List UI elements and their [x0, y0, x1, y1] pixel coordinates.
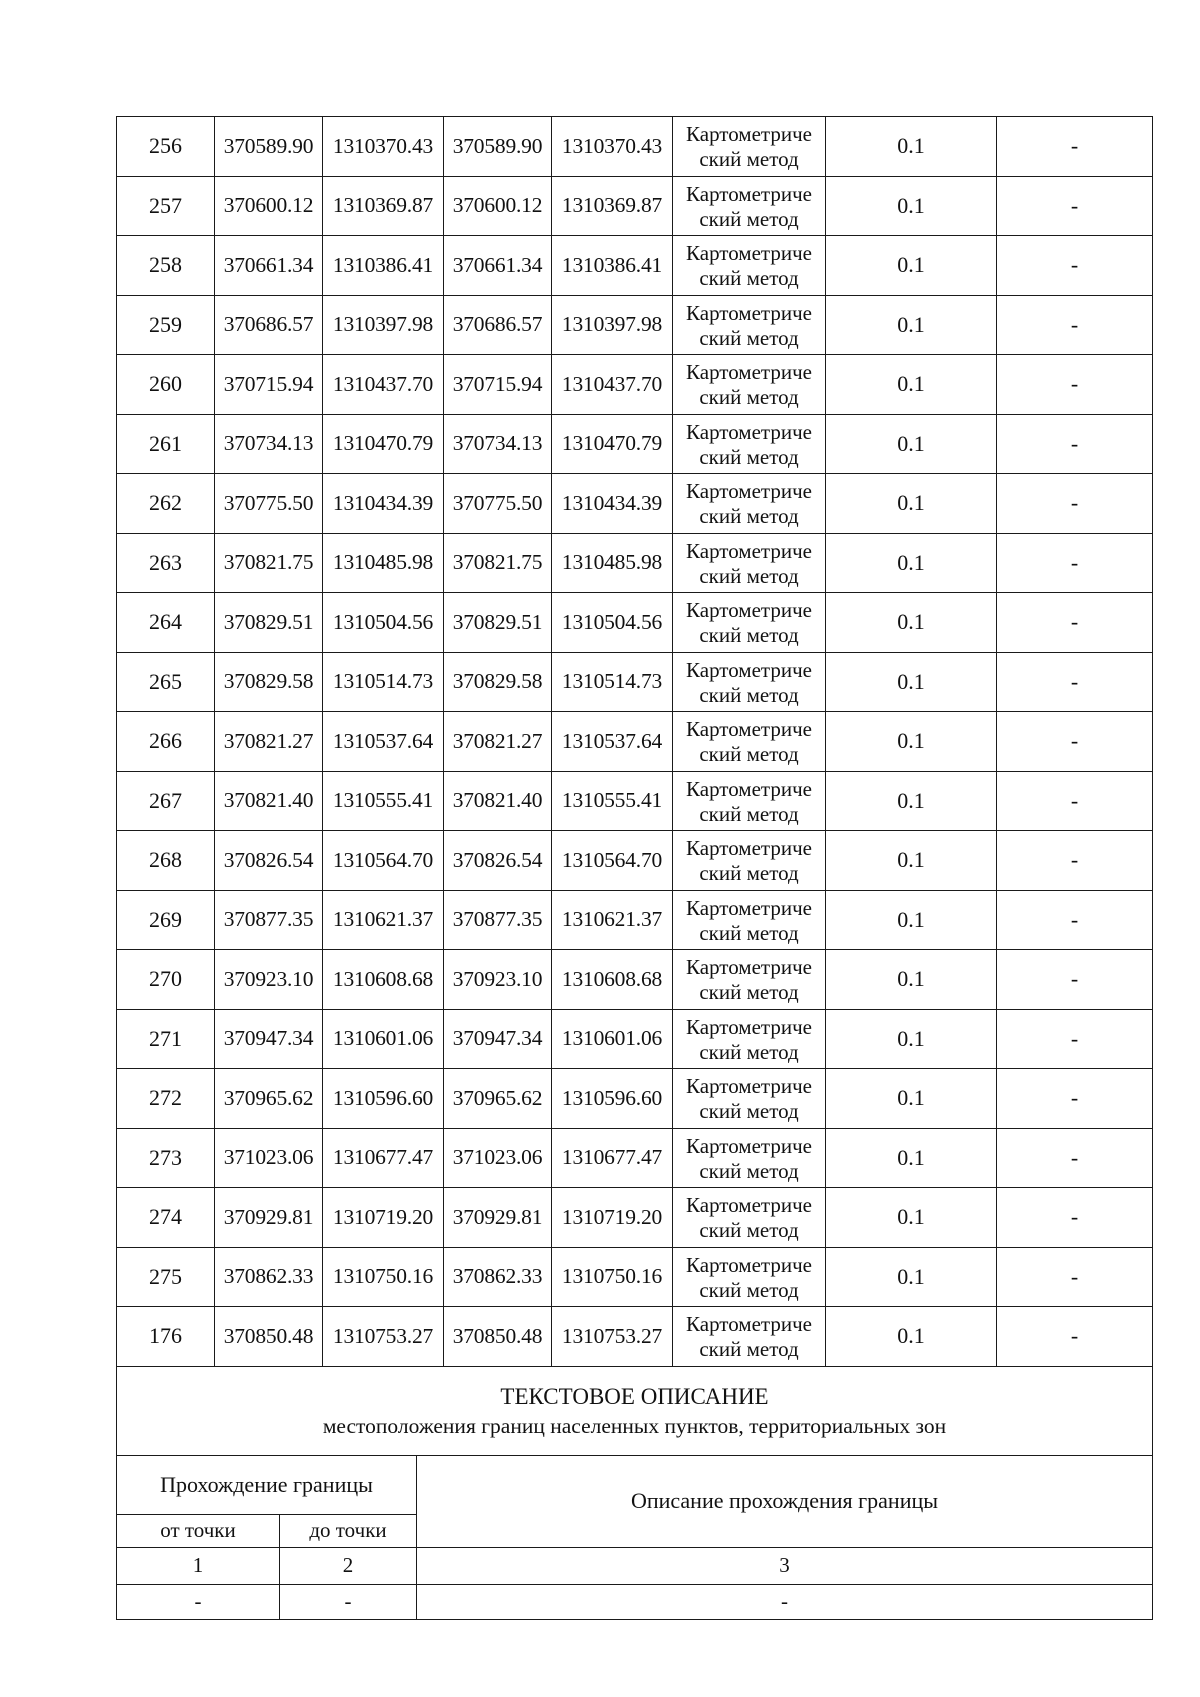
method-line-1: Картометриче: [686, 122, 812, 147]
determination-method: [673, 117, 826, 177]
accuracy-value: 0.1: [826, 831, 997, 891]
method-line-1: Картометриче: [686, 1252, 812, 1277]
x-coordinate-existing: 370965.62: [215, 1069, 323, 1129]
x-coordinate-new: 370589.90: [444, 117, 552, 177]
x-coordinate-new: 370862.33: [444, 1247, 552, 1307]
determination-method: [673, 950, 826, 1010]
y-coordinate-existing: 1310601.06: [323, 1009, 444, 1069]
accuracy-value: 0.1: [826, 236, 997, 296]
x-coordinate-new: 370661.34: [444, 236, 552, 296]
determination-method: [673, 236, 826, 296]
note-value: -: [997, 593, 1153, 653]
column-index-1: 1: [117, 1547, 280, 1584]
accuracy-value: 0.1: [826, 474, 997, 534]
accuracy-value: 0.1: [826, 1128, 997, 1188]
accuracy-value: 0.1: [826, 176, 997, 236]
coordinates-table-body: [117, 117, 1153, 1367]
y-coordinate-new: 1310470.79: [552, 414, 673, 474]
method-line-2: ский метод: [699, 1099, 799, 1124]
point-number: 259: [117, 295, 215, 355]
method-line-1: Картометриче: [686, 1074, 812, 1099]
determination-method: [673, 176, 826, 236]
table-row: [117, 414, 1153, 474]
table-row: [117, 1188, 1153, 1248]
determination-method: [673, 1128, 826, 1188]
accuracy-value: 0.1: [826, 1307, 997, 1367]
y-coordinate-existing: 1310370.43: [323, 117, 444, 177]
determination-method: [673, 1247, 826, 1307]
x-coordinate-existing: 370821.75: [215, 533, 323, 593]
y-coordinate-existing: 1310369.87: [323, 176, 444, 236]
method-line-1: Картометриче: [686, 360, 812, 385]
description-to-value: -: [280, 1584, 417, 1619]
note-value: -: [997, 771, 1153, 831]
x-coordinate-new: 370965.62: [444, 1069, 552, 1129]
accuracy-value: 0.1: [826, 533, 997, 593]
determination-method: [673, 712, 826, 772]
x-coordinate-new: 370600.12: [444, 176, 552, 236]
x-coordinate-existing: 371023.06: [215, 1128, 323, 1188]
y-coordinate-existing: 1310397.98: [323, 295, 444, 355]
x-coordinate-existing: 370826.54: [215, 831, 323, 891]
y-coordinate-existing: 1310564.70: [323, 831, 444, 891]
y-coordinate-new: 1310564.70: [552, 831, 673, 891]
header-from-point: от точки: [117, 1514, 280, 1547]
x-coordinate-new: 370821.40: [444, 771, 552, 831]
determination-method: [673, 1188, 826, 1248]
document-page: [116, 116, 1152, 1620]
determination-method: [673, 1069, 826, 1129]
x-coordinate-new: 370715.94: [444, 355, 552, 415]
x-coordinate-existing: 370947.34: [215, 1009, 323, 1069]
point-number: 265: [117, 652, 215, 712]
x-coordinate-new: 370821.75: [444, 533, 552, 593]
x-coordinate-new: 370829.58: [444, 652, 552, 712]
x-coordinate-existing: 370923.10: [215, 950, 323, 1010]
table-row: [117, 1128, 1153, 1188]
point-number: 257: [117, 176, 215, 236]
method-line-2: ский метод: [699, 1158, 799, 1183]
y-coordinate-new: 1310369.87: [552, 176, 673, 236]
table-row: [117, 1009, 1153, 1069]
accuracy-value: 0.1: [826, 1247, 997, 1307]
x-coordinate-existing: 370829.58: [215, 652, 323, 712]
point-number: 274: [117, 1188, 215, 1248]
accuracy-value: 0.1: [826, 295, 997, 355]
method-line-1: Картометриче: [686, 955, 812, 980]
x-coordinate-existing: 370862.33: [215, 1247, 323, 1307]
point-number: 258: [117, 236, 215, 296]
table-row: [117, 950, 1153, 1010]
x-coordinate-new: 371023.06: [444, 1128, 552, 1188]
determination-method: [673, 295, 826, 355]
y-coordinate-existing: 1310504.56: [323, 593, 444, 653]
y-coordinate-existing: 1310514.73: [323, 652, 444, 712]
point-number: 273: [117, 1128, 215, 1188]
accuracy-value: 0.1: [826, 652, 997, 712]
table-row: [117, 593, 1153, 653]
determination-method: [673, 533, 826, 593]
y-coordinate-new: 1310437.70: [552, 355, 673, 415]
method-line-1: Картометриче: [686, 241, 812, 266]
note-value: -: [997, 831, 1153, 891]
x-coordinate-new: 370826.54: [444, 831, 552, 891]
method-line-1: Картометриче: [686, 1133, 812, 1158]
x-coordinate-existing: 370734.13: [215, 414, 323, 474]
accuracy-value: 0.1: [826, 414, 997, 474]
note-value: -: [997, 176, 1153, 236]
coordinates-table: [116, 116, 1153, 1367]
table-row: [117, 1247, 1153, 1307]
method-line-1: Картометриче: [686, 657, 812, 682]
description-from-value: -: [117, 1584, 280, 1619]
method-line-1: Картометриче: [686, 1312, 812, 1337]
y-coordinate-new: 1310719.20: [552, 1188, 673, 1248]
accuracy-value: 0.1: [826, 1069, 997, 1129]
x-coordinate-existing: 370821.40: [215, 771, 323, 831]
x-coordinate-existing: 370589.90: [215, 117, 323, 177]
method-line-2: ский метод: [699, 920, 799, 945]
y-coordinate-existing: 1310719.20: [323, 1188, 444, 1248]
accuracy-value: 0.1: [826, 1188, 997, 1248]
method-line-2: ский метод: [699, 980, 799, 1005]
method-line-2: ский метод: [699, 801, 799, 826]
accuracy-value: 0.1: [826, 355, 997, 415]
note-value: -: [997, 890, 1153, 950]
description-text-value: -: [417, 1584, 1153, 1619]
accuracy-value: 0.1: [826, 950, 997, 1010]
note-value: -: [997, 1188, 1153, 1248]
method-line-1: Картометриче: [686, 598, 812, 623]
note-value: -: [997, 1307, 1153, 1367]
table-row: [117, 474, 1153, 534]
y-coordinate-new: 1310370.43: [552, 117, 673, 177]
y-coordinate-new: 1310397.98: [552, 295, 673, 355]
table-row: [117, 176, 1153, 236]
note-value: -: [997, 414, 1153, 474]
method-line-2: ский метод: [699, 1277, 799, 1302]
y-coordinate-new: 1310434.39: [552, 474, 673, 534]
note-value: -: [997, 1128, 1153, 1188]
determination-method: [673, 1307, 826, 1367]
x-coordinate-new: 370929.81: [444, 1188, 552, 1248]
x-coordinate-new: 370734.13: [444, 414, 552, 474]
table-row: [117, 771, 1153, 831]
header-boundary-description: Описание прохождения границы: [417, 1455, 1153, 1547]
table-row: [117, 355, 1153, 415]
text-description-title: ТЕКСТОВОЕ ОПИСАНИЕ: [500, 1383, 769, 1409]
y-coordinate-existing: 1310596.60: [323, 1069, 444, 1129]
method-line-1: Картометриче: [686, 1193, 812, 1218]
method-line-2: ский метод: [699, 444, 799, 469]
x-coordinate-new: 370821.27: [444, 712, 552, 772]
method-line-2: ский метод: [699, 682, 799, 707]
method-line-1: Картометриче: [686, 895, 812, 920]
method-line-1: Картометриче: [686, 300, 812, 325]
x-coordinate-existing: 370775.50: [215, 474, 323, 534]
method-line-2: ский метод: [699, 563, 799, 588]
method-line-2: ский метод: [699, 1039, 799, 1064]
point-number: 176: [117, 1307, 215, 1367]
column-index-3: 3: [417, 1547, 1153, 1584]
note-value: -: [997, 1069, 1153, 1129]
y-coordinate-new: 1310596.60: [552, 1069, 673, 1129]
accuracy-value: 0.1: [826, 712, 997, 772]
y-coordinate-new: 1310608.68: [552, 950, 673, 1010]
x-coordinate-existing: 370661.34: [215, 236, 323, 296]
y-coordinate-new: 1310677.47: [552, 1128, 673, 1188]
y-coordinate-new: 1310485.98: [552, 533, 673, 593]
y-coordinate-new: 1310514.73: [552, 652, 673, 712]
table-row: [117, 295, 1153, 355]
method-line-1: Картометриче: [686, 479, 812, 504]
point-number: 263: [117, 533, 215, 593]
method-line-2: ский метод: [699, 385, 799, 410]
method-line-1: Картометриче: [686, 1014, 812, 1039]
note-value: -: [997, 712, 1153, 772]
point-number: 271: [117, 1009, 215, 1069]
y-coordinate-new: 1310537.64: [552, 712, 673, 772]
table-row: [117, 831, 1153, 891]
header-boundary-passage: Прохождение границы: [117, 1455, 417, 1514]
y-coordinate-new: 1310555.41: [552, 771, 673, 831]
determination-method: [673, 831, 826, 891]
method-line-2: ский метод: [699, 206, 799, 231]
method-line-2: ский метод: [699, 742, 799, 767]
y-coordinate-new: 1310504.56: [552, 593, 673, 653]
point-number: 270: [117, 950, 215, 1010]
point-number: 269: [117, 890, 215, 950]
accuracy-value: 0.1: [826, 1009, 997, 1069]
table-row: [117, 533, 1153, 593]
method-line-2: ский метод: [699, 1337, 799, 1362]
method-line-1: Картометриче: [686, 717, 812, 742]
method-line-2: ский метод: [699, 623, 799, 648]
method-line-2: ский метод: [699, 504, 799, 529]
determination-method: [673, 652, 826, 712]
header-to-point: до точки: [280, 1514, 417, 1547]
note-value: -: [997, 1247, 1153, 1307]
note-value: -: [997, 295, 1153, 355]
text-description-subtitle: местоположения границ населенных пунктов, территориальных зон: [322, 1413, 947, 1438]
x-coordinate-new: 370686.57: [444, 295, 552, 355]
note-value: -: [997, 533, 1153, 593]
accuracy-value: 0.1: [826, 117, 997, 177]
x-coordinate-existing: 370929.81: [215, 1188, 323, 1248]
x-coordinate-new: 370775.50: [444, 474, 552, 534]
x-coordinate-existing: 370600.12: [215, 176, 323, 236]
table-row: [117, 236, 1153, 296]
x-coordinate-new: 370877.35: [444, 890, 552, 950]
y-coordinate-existing: 1310537.64: [323, 712, 444, 772]
y-coordinate-new: 1310386.41: [552, 236, 673, 296]
accuracy-value: 0.1: [826, 593, 997, 653]
x-coordinate-existing: 370686.57: [215, 295, 323, 355]
y-coordinate-existing: 1310485.98: [323, 533, 444, 593]
table-row: [117, 117, 1153, 177]
y-coordinate-new: 1310601.06: [552, 1009, 673, 1069]
x-coordinate-new: 370850.48: [444, 1307, 552, 1367]
y-coordinate-existing: 1310555.41: [323, 771, 444, 831]
determination-method: [673, 355, 826, 415]
point-number: 264: [117, 593, 215, 653]
method-line-2: ский метод: [699, 861, 799, 886]
text-description-title-cell: [117, 1367, 1153, 1456]
table-row: [117, 890, 1153, 950]
point-number: 260: [117, 355, 215, 415]
x-coordinate-new: 370829.51: [444, 593, 552, 653]
y-coordinate-existing: 1310750.16: [323, 1247, 444, 1307]
determination-method: [673, 593, 826, 653]
method-line-2: ский метод: [699, 266, 799, 291]
note-value: -: [997, 236, 1153, 296]
point-number: 267: [117, 771, 215, 831]
y-coordinate-existing: 1310677.47: [323, 1128, 444, 1188]
determination-method: [673, 414, 826, 474]
point-number: 262: [117, 474, 215, 534]
table-row: [117, 1069, 1153, 1129]
point-number: 268: [117, 831, 215, 891]
y-coordinate-existing: 1310386.41: [323, 236, 444, 296]
note-value: -: [997, 355, 1153, 415]
determination-method: [673, 890, 826, 950]
method-line-1: Картометриче: [686, 419, 812, 444]
point-number: 275: [117, 1247, 215, 1307]
text-description-table: [116, 1367, 1153, 1620]
y-coordinate-existing: 1310753.27: [323, 1307, 444, 1367]
x-coordinate-existing: 370877.35: [215, 890, 323, 950]
x-coordinate-existing: 370829.51: [215, 593, 323, 653]
accuracy-value: 0.1: [826, 890, 997, 950]
note-value: -: [997, 1009, 1153, 1069]
method-line-2: ский метод: [699, 325, 799, 350]
y-coordinate-existing: 1310608.68: [323, 950, 444, 1010]
y-coordinate-existing: 1310434.39: [323, 474, 444, 534]
x-coordinate-existing: 370715.94: [215, 355, 323, 415]
table-row: [117, 712, 1153, 772]
point-number: 256: [117, 117, 215, 177]
table-row: [117, 652, 1153, 712]
x-coordinate-existing: 370850.48: [215, 1307, 323, 1367]
method-line-2: ский метод: [699, 147, 799, 172]
y-coordinate-existing: 1310470.79: [323, 414, 444, 474]
determination-method: [673, 1009, 826, 1069]
y-coordinate-new: 1310750.16: [552, 1247, 673, 1307]
x-coordinate-new: 370923.10: [444, 950, 552, 1010]
method-line-1: Картометриче: [686, 181, 812, 206]
note-value: -: [997, 117, 1153, 177]
determination-method: [673, 474, 826, 534]
method-line-1: Картометриче: [686, 836, 812, 861]
accuracy-value: 0.1: [826, 771, 997, 831]
y-coordinate-existing: 1310621.37: [323, 890, 444, 950]
method-line-1: Картометриче: [686, 776, 812, 801]
note-value: -: [997, 474, 1153, 534]
y-coordinate-existing: 1310437.70: [323, 355, 444, 415]
note-value: -: [997, 652, 1153, 712]
note-value: -: [997, 950, 1153, 1010]
x-coordinate-new: 370947.34: [444, 1009, 552, 1069]
method-line-2: ский метод: [699, 1218, 799, 1243]
point-number: 272: [117, 1069, 215, 1129]
table-row: [117, 1307, 1153, 1367]
method-line-1: Картометриче: [686, 538, 812, 563]
y-coordinate-new: 1310753.27: [552, 1307, 673, 1367]
determination-method: [673, 771, 826, 831]
point-number: 261: [117, 414, 215, 474]
column-index-2: 2: [280, 1547, 417, 1584]
point-number: 266: [117, 712, 215, 772]
x-coordinate-existing: 370821.27: [215, 712, 323, 772]
y-coordinate-new: 1310621.37: [552, 890, 673, 950]
